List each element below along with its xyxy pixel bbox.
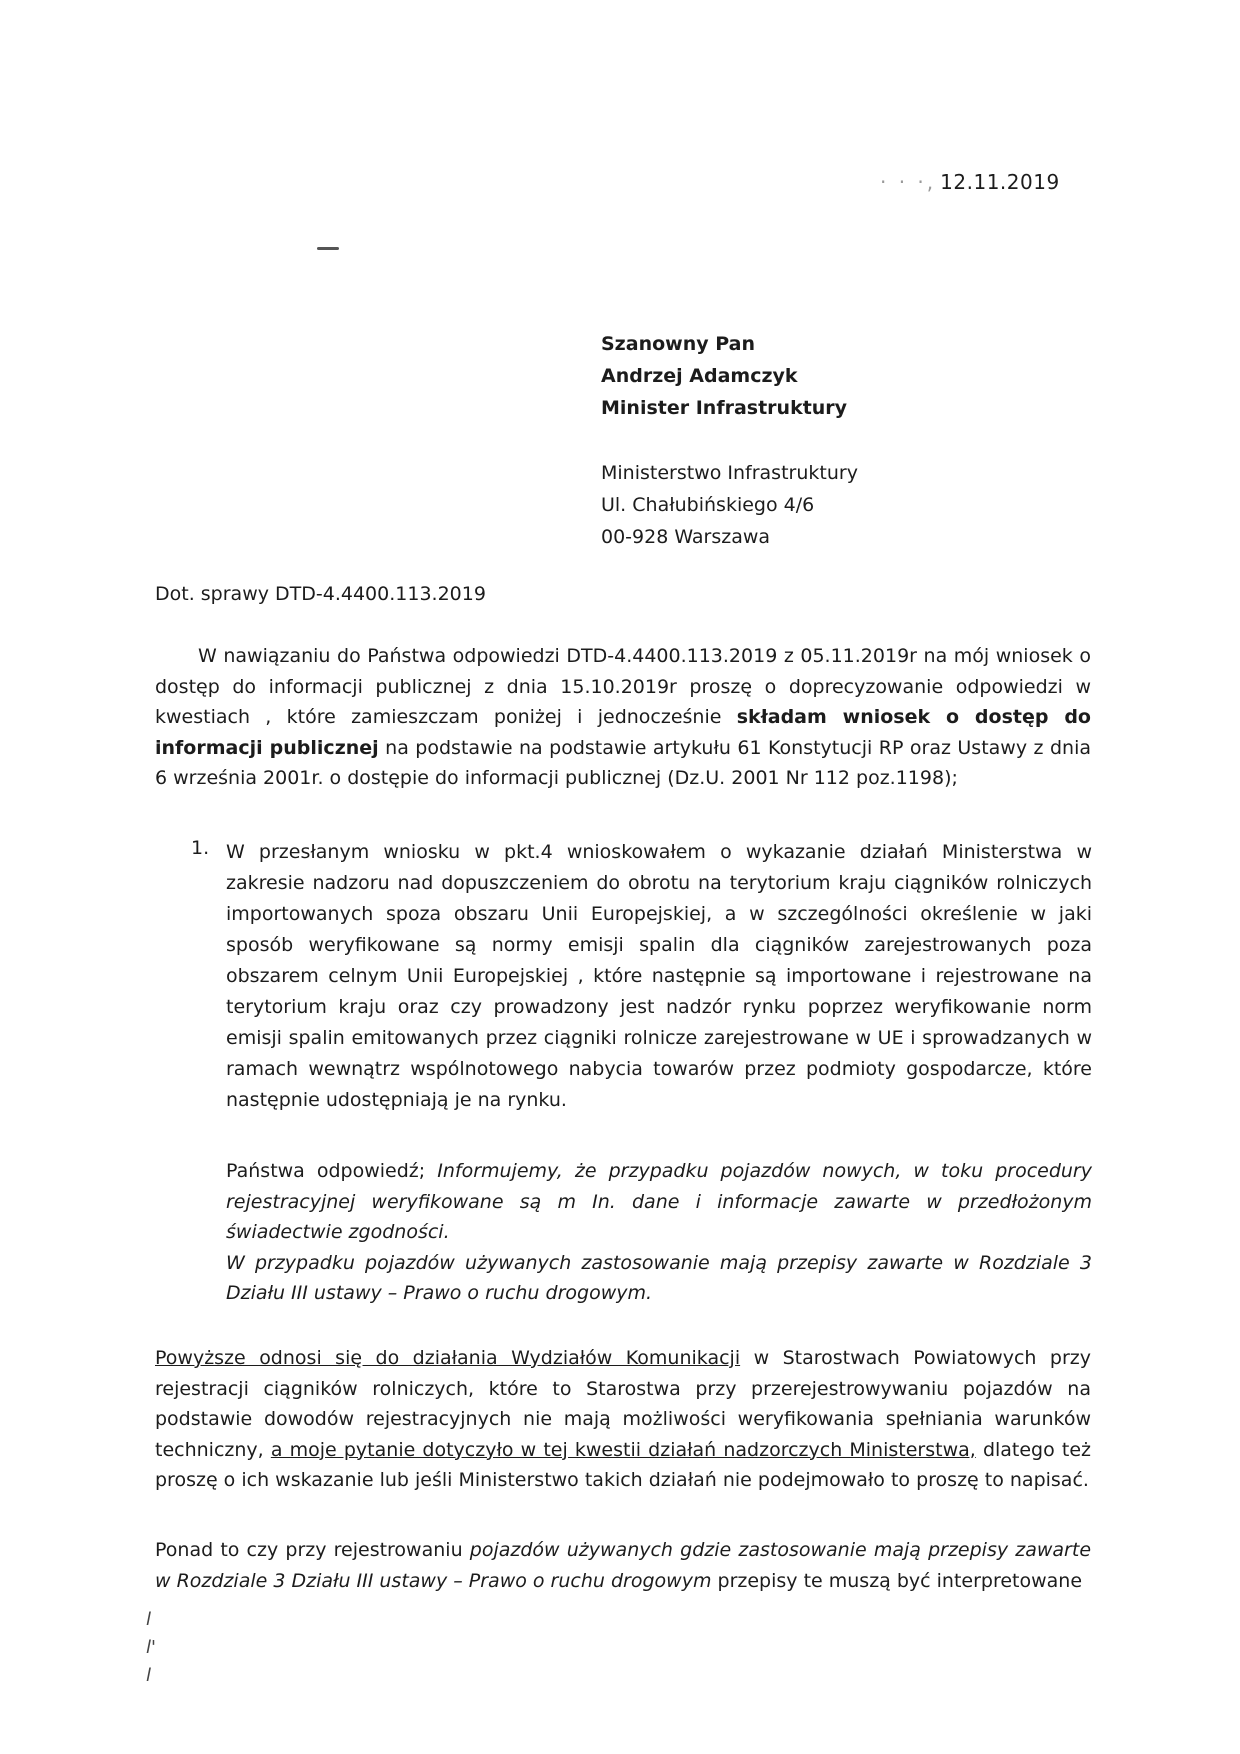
intro-text-1: W nawiązaniu do Państwa odpowiedzi DTD-4.4400.113.2019 z 05.11.2019r na mój wniosek o dostęp do informacji publicznej z dnia 15.10.2019r proszę o doprecyzowanie odpowiedzi w kwestiach , które zamieszczam poniżej i jednocześnie [155, 645, 1091, 728]
answer-paragraph [226, 1156, 1092, 1309]
address-ministry: Ministerstwo Infrastruktury [601, 462, 858, 484]
para2-text-1: w Starostwach Powiatowych przy rejestracji ciągników rolniczych, które to Starostwa przy przerejestrowywaniu pojazdów na podstawie dowodów rejestracyjnych nie mają możliwości weryfikowania spełniania warunków techniczny, [155, 1347, 1092, 1461]
para2-text-2: dlatego też proszę o ich wskazanie lub jeśli Ministerstwo takich działań nie podejmowało to proszę to napisać. [155, 1438, 1092, 1491]
margin-mark: l [146, 1609, 152, 1630]
answer-italic-2: W przypadku pojazdów używanych zastosowanie mają przepisy zawarte w Rozdziale 3 Działu III ustawy – Prawo o ruchu drogowym. [226, 1251, 1092, 1304]
para3-text-2: przepisy te muszą być interpretowane [711, 1569, 1083, 1592]
address-street: Ul. Chałubińskiego 4/6 [601, 494, 815, 516]
para3-text-1: Ponad to czy przy rejestrowaniu [155, 1539, 470, 1561]
intro-text-2: na podstawie na podstawie artykułu 61 Konstytucji RP oraz Ustawy z dnia 6 września 2001r. o dostępie do informacji publicznej (Dz.U. 2001 Nr 112 poz.1198); [155, 736, 1092, 789]
margin-marks [146, 1606, 156, 1690]
answer-italic-1: Informujemy, że przypadku pojazdów nowych, w toku procedury rejestracyjnej weryfikowane są m In. dane i informacje zawarte w przedłożonym świadectwie zgodności. [226, 1160, 1092, 1243]
intro-bold-request: składam wniosek o dostęp do informacji publicznej [155, 706, 1091, 759]
letter-date [880, 170, 1060, 194]
item-1-text: W przesłanym wniosku w pkt.4 wnioskowałem o wykazanie działań Ministerstwa w zakresie nadzoru nad dopuszczeniem do obrotu na terytorium kraju ciągników rolniczych importowanych spoza obszaru Unii Europejskiej, a w szczególności określenie w jaki sposób weryfikowane są normy emisji spalin dla ciągników zarejestrowanych poza obszarem celnym Unii Europejskiej , które następnie są importowane i rejestrowane na terytorium kraju oraz czy prowadzony jest nadzór rynku poprzez weryfikowanie norm emisji spalin emitowanych przez ciągniki rolnicze zarejestrowane w UE i sprowadzanych w ramach wewnątrz wspólnotowego nabycia towarów przez podmioty gospodarcze, które następnie udostępniają je na rynku. [226, 841, 1092, 1111]
para3-italic: pojazdów używanych gdzie zastosowanie mają przepisy zawarte w Rozdziale 3 Działu III ustawy – Prawo o ruchu drogowym [155, 1539, 1092, 1592]
scan-smudge [317, 247, 339, 250]
address-city: 00-928 Warszawa [601, 526, 771, 548]
answer-label: Państwa odpowiedź; [226, 1160, 438, 1182]
date-dots: · · ·, [880, 170, 937, 194]
para2-underlined-2: a moje pytanie dotyczyło w tej kwestii działań nadzorczych Ministerstwa, [270, 1438, 976, 1461]
recipient-title: Minister Infrastruktury [601, 397, 848, 419]
date-text: 12.11.2019 [940, 170, 1060, 194]
item-number: 1. [191, 837, 210, 859]
case-reference: Dot. sprawy DTD-4.4400.113.2019 [155, 583, 486, 605]
recipient-block [601, 328, 847, 424]
margin-mark: l [146, 1665, 152, 1686]
para2-underlined-1: Powyższe odnosi się do działania Wydziałów Komunikacji [155, 1347, 741, 1369]
paragraph-3 [155, 1535, 1091, 1596]
recipient-salutation: Szanowny Pan [601, 333, 755, 355]
paragraph-2 [155, 1343, 1091, 1496]
address-block [601, 457, 858, 553]
intro-paragraph [155, 641, 1091, 794]
margin-mark: l' [146, 1637, 156, 1658]
recipient-name: Andrzej Adamczyk [601, 365, 798, 387]
